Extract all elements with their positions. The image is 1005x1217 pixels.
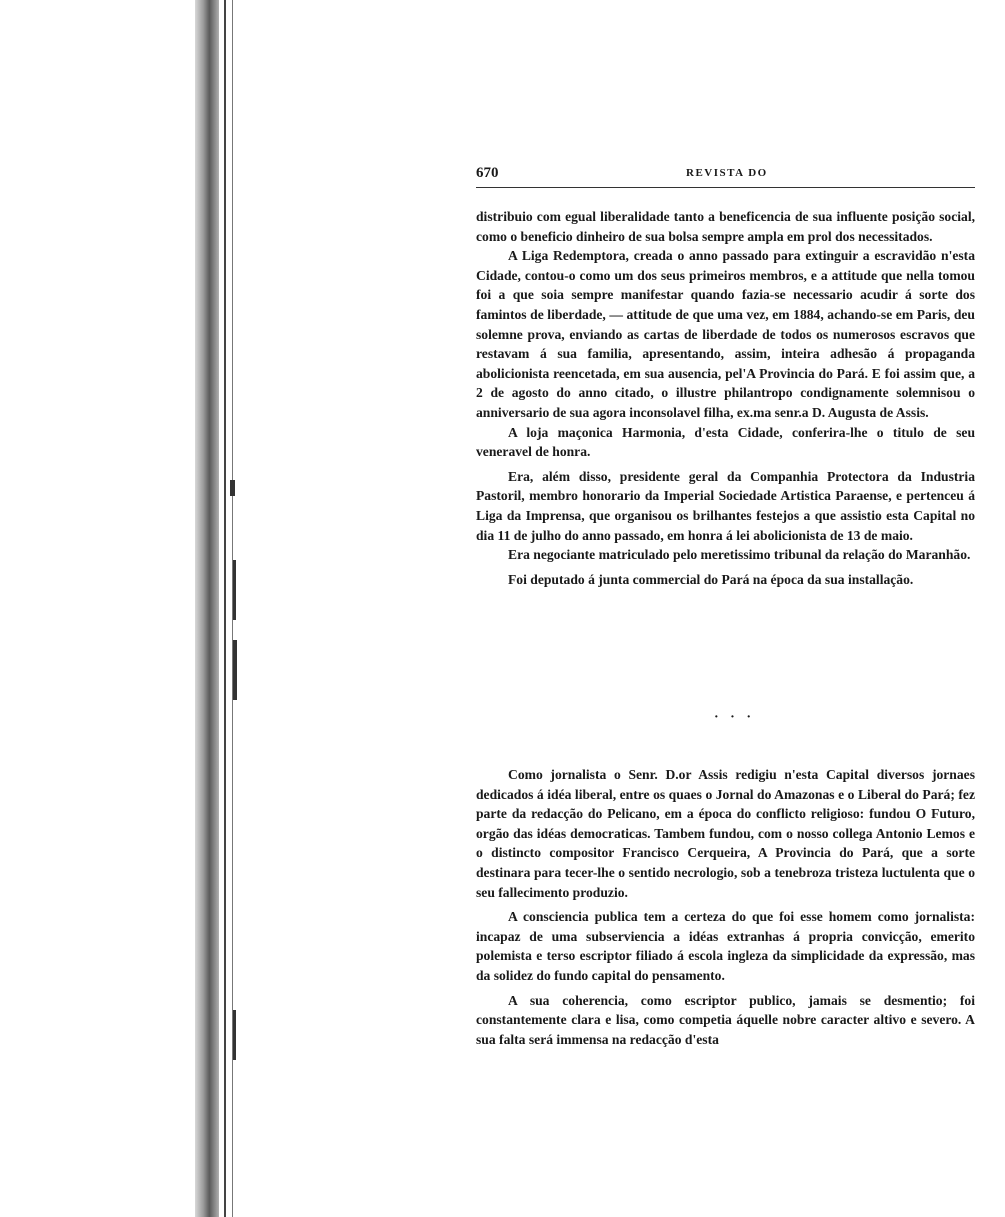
binding-mark [233,640,237,700]
binding-mark [233,1010,236,1060]
page-header [476,165,975,188]
binding-mark [233,560,236,620]
section-separator: · · · [714,710,756,725]
page-number: 670 [476,165,499,181]
gutter-edge-line [224,0,226,1217]
paragraph: Foi deputado á junta commercial do Pará na época da sua installação. [508,571,914,587]
paragraph: A sua coherencia, como escriptor publico, jamais se desmentio; foi constantemente clara e lisa, como competia áquelle nobre caracter altivo e severo. A sua falta será immensa na redacção d'esta [476,992,975,1047]
paragraph: distribuio com egual liberalidade tanto a beneficencia de sua influente posição social, como o beneficio dinheiro de sua bolsa sempre ampla em prol dos necessitados. [476,209,975,244]
book-binding-gutter [195,0,219,1217]
paragraph: Era negociante matriculado pelo meretissimo tribunal da relação do Maranhão. [508,547,971,563]
paragraph: A consciencia publica tem a certeza do que foi esse homem como jornalista: incapaz de uma subserviencia a idéas extranhas á propria convicção, emerito polemista e terso escriptor filiado á escola ingleza da simplicidade da expressão, mas da solidez do fundo capital do pensamento. [476,909,975,983]
paragraph: Era, além disso, presidente geral da Companhia Protectora da Industria Pastoril, membro honorario da Imperial Sociedade Artistica Paraense, e pertenceu á Liga da Imprensa, que organisou os brilhantes festejos a que assistio esta Capital no dia 11 de julho do anno passado, em honra á lei abolicionista de 13 de maio. [476,468,975,543]
running-head: REVISTA DO [686,167,768,179]
text-section-2 [476,765,975,1049]
paragraph: Como jornalista o Senr. D.or Assis redigiu n'esta Capital diversos jornaes dedicados á idéa liberal, entre os quaes o Jornal do Amazonas e o Liberal do Pará; fez parte da redacção do Pelicano, em a época do conflicto religioso: fundou O Futuro, orgão das idéas democraticas. Tambem fundou, com o nosso collega Antonio Lemos e o distincto compositor Francisco Cerqueira, A Provincia do Pará, que a sorte destinara para tecer-lhe o sentido necrologio, sob a tenebroza tristeza luctulenta que o seu fallecimento produzio. [476,767,975,900]
paragraph: A loja maçonica Harmonia, d'esta Cidade, conferira-lhe o titulo de seu veneravel de honra. [476,424,975,460]
binding-mark [230,480,235,496]
paragraph: A Liga Redemptora, creada o anno passado para extinguir a escravidão n'esta Cidade, contou-o como um dos seus primeiros membros, e a attitude que nella tomou foi a que soia sempre manifestar quando fazia-se necessario acudir á sorte dos famintos de liberdade, — attitude de que uma vez, em 1884, achando-se em Paris, deu solemne prova, enviando as cartas de liberdade de todos os numerosos escravos que restavam á sua familia, apresentando, assim, inteira adhesão á propaganda abolicionista reencetada, em sua ausencia, pel'A Provincia do Pará. E foi assim que, a 2 de agosto do anno citado, o illustre philantropo condignamente solemnisou o anniversario de sua agora inconsolavel filha, ex.ma senr.a D. Augusta de Assis. [476,248,975,420]
text-section-1 [476,207,975,589]
